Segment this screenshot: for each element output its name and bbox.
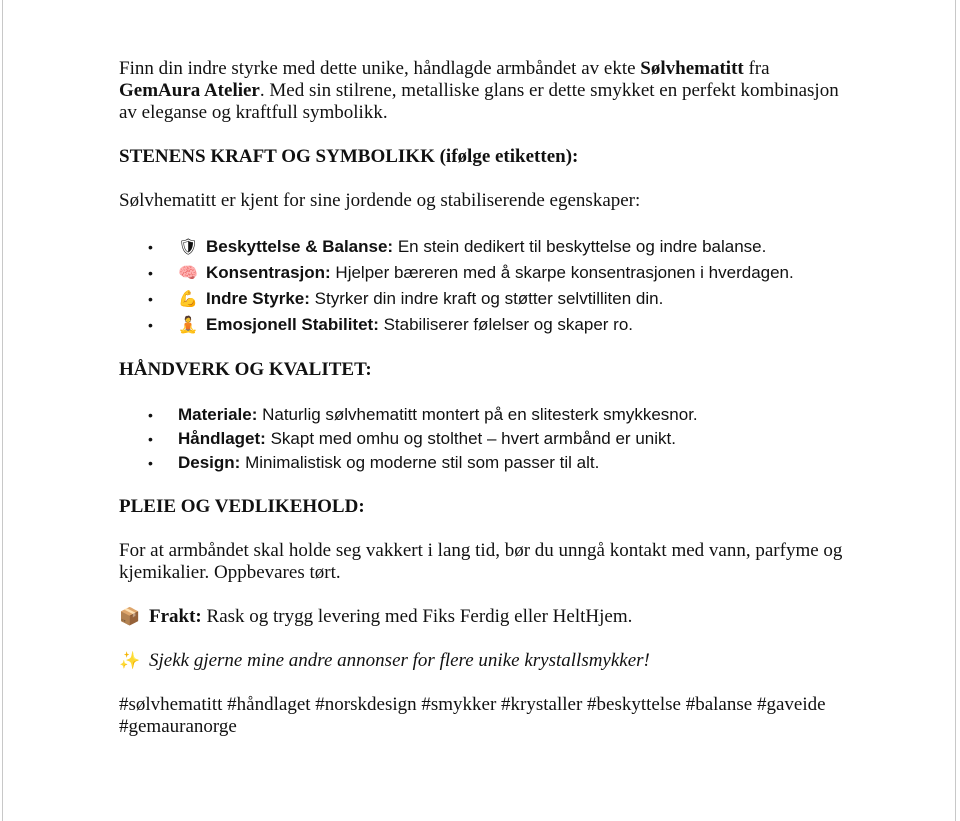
intro-paragraph (119, 58, 849, 124)
bullet: • (148, 455, 153, 471)
list-item-label: Beskyttelse & Balanse: (206, 237, 394, 256)
shipping-paragraph (119, 606, 849, 628)
list-item (119, 312, 849, 338)
list-item-text: Hjelper bæreren med å skarpe konsentrasjonen i hverdagen. (330, 263, 794, 282)
tip-text: Sjekk gjerne mine andre annonser for flere unike krystallsmykker! (149, 650, 650, 671)
list-item (119, 260, 849, 286)
bullet: • (148, 317, 153, 333)
care-paragraph: For at armbåndet skal holde seg vakkert i lang tid, bør du unngå kontakt med vann, parfyme og kjemikalier. Oppbevares tørt. (119, 540, 843, 583)
intro-bold-stone: Sølvhematitt (640, 58, 744, 79)
list-item-label: Emosjonell Stabilitet: (206, 315, 379, 334)
list-item-text: Styrker din indre kraft og støtter selvtilliten din. (309, 289, 664, 308)
shipping-label: Frakt: (149, 606, 202, 627)
document-page (2, 0, 956, 821)
intro-text-1: Finn din indre styrke med dette unike, håndlagde armbåndet av ekte (119, 58, 641, 79)
intro-text-2: fra (743, 58, 770, 79)
intro-bold-brand: GemAura Atelier (119, 80, 260, 101)
list-item-label: Håndlaget: (178, 429, 266, 448)
list-item (119, 234, 849, 260)
tip-paragraph (119, 650, 849, 672)
bullet: • (148, 291, 153, 307)
list-item (119, 451, 849, 475)
section-heading-care: PLEIE OG VEDLIKEHOLD: (119, 496, 365, 517)
bullet: • (148, 431, 153, 447)
list-item-label: Design: (178, 453, 241, 472)
list-item-text: En stein dedikert til beskyttelse og indre balanse. (393, 237, 767, 256)
list-item-text: Naturlig sølvhematitt montert på en slitesterk smykkesnor. (257, 405, 698, 424)
list-item-label: Indre Styrke: (206, 289, 310, 308)
list-item (119, 427, 849, 451)
bullet: • (148, 239, 153, 255)
brain-icon: 🧠 (178, 263, 198, 282)
package-icon: 📦 (119, 607, 141, 627)
list-item (119, 403, 849, 427)
hashtags: #sølvhematitt #håndlaget #norskdesign #smykker #krystaller #beskyttelse #balanse #gaveide #gemauranorge (119, 694, 826, 737)
flexed-biceps-icon: 💪 (178, 289, 198, 308)
section-heading-craft: HÅNDVERK OG KVALITET: (119, 359, 372, 380)
list-item-text: Skapt med omhu og stolthet – hvert armbånd er unikt. (265, 429, 676, 448)
shield-icon: 🛡 (178, 237, 199, 256)
symbolism-list (119, 234, 849, 338)
list-item-label: Konsentrasjon: (206, 263, 331, 282)
craft-list (119, 403, 849, 475)
symbolism-lead: Sølvhematitt er kjent for sine jordende og stabiliserende egenskaper: (119, 190, 641, 211)
bullet: • (148, 265, 153, 281)
document-content (119, 58, 849, 738)
list-item (119, 286, 849, 312)
sparkles-icon: ✨ (119, 651, 141, 671)
meditating-person-icon: 🧘 (178, 315, 198, 334)
bullet: • (148, 407, 153, 423)
list-item-text: Minimalistisk og moderne stil som passer til alt. (240, 453, 600, 472)
section-heading-symbolism: STENENS KRAFT OG SYMBOLIKK (ifølge etiketten): (119, 146, 579, 167)
list-item-text: Stabiliserer følelser og skaper ro. (378, 315, 634, 334)
list-item-label: Materiale: (178, 405, 258, 424)
shipping-text: Rask og trygg levering med Fiks Ferdig eller HeltHjem. (201, 606, 633, 627)
intro-text-3: . Med sin stilrene, metalliske glans er dette smykket en perfekt kombinasjon av eleganse og kraftfull symbolikk. (119, 80, 839, 123)
